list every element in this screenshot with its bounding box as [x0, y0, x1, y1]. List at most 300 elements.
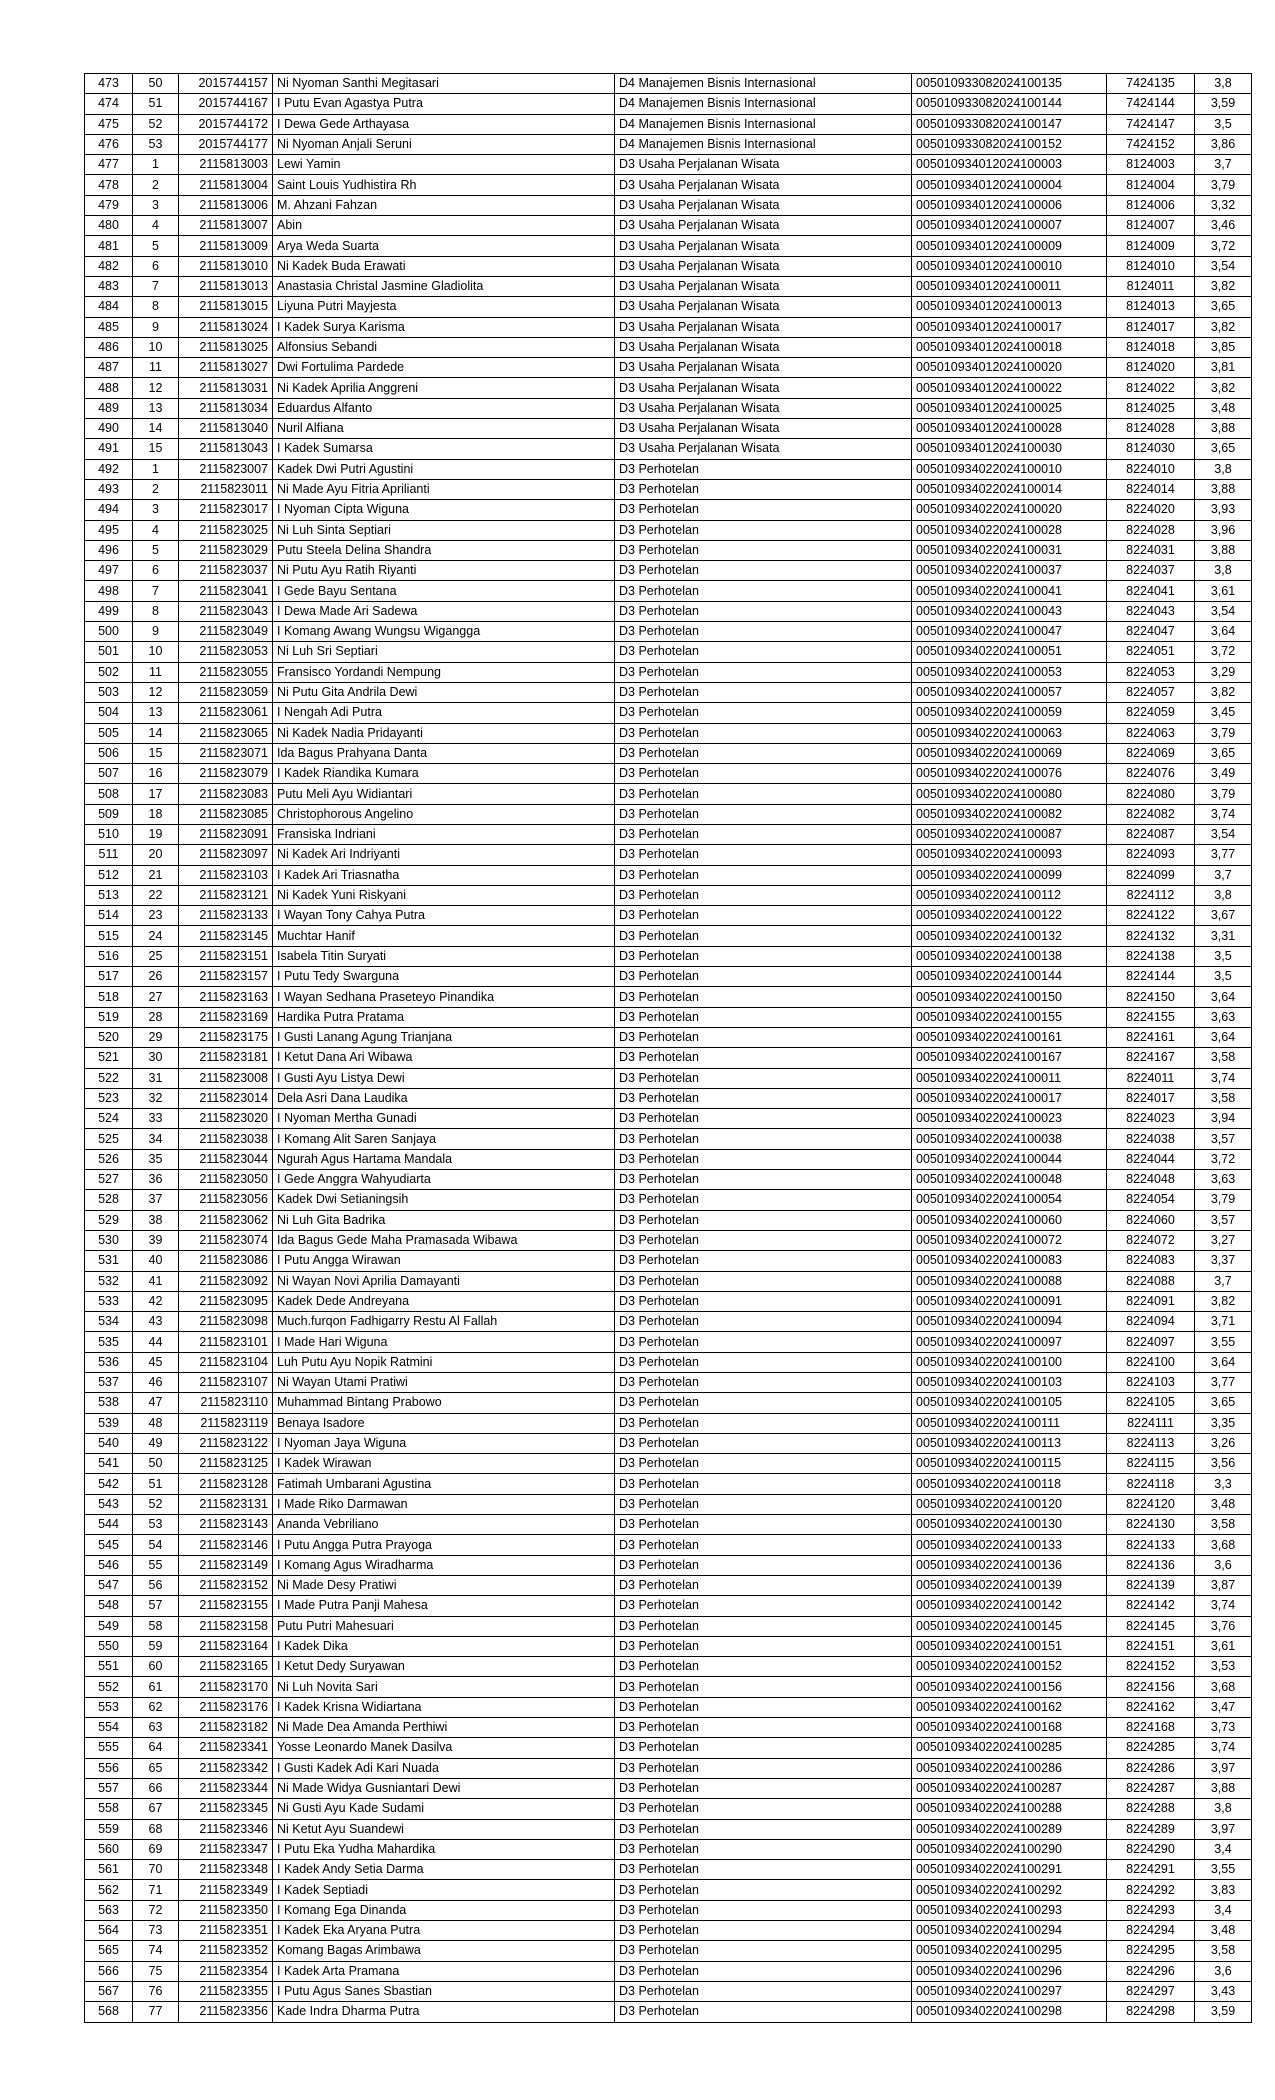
study-program-cell: D3 Perhotelan [615, 764, 912, 784]
study-program-cell: D3 Perhotelan [615, 1636, 912, 1656]
gpa-cell: 3,48 [1195, 1494, 1252, 1514]
student-id-cell: 2115823352 [179, 1941, 273, 1961]
student-name-cell: Ni Putu Ayu Ratih Riyanti [273, 561, 615, 581]
student-name-cell: Kade Indra Dharma Putra [273, 2002, 615, 2022]
student-id-cell: 2115813040 [179, 419, 273, 439]
study-program-cell: D3 Perhotelan [615, 1941, 912, 1961]
certificate-number-cell: 005010934022024100087 [912, 824, 1107, 844]
student-id-cell: 2115813003 [179, 155, 273, 175]
diploma-number-cell: 8224120 [1107, 1494, 1195, 1514]
gpa-cell: 3,8 [1195, 561, 1252, 581]
gpa-cell: 3,68 [1195, 1677, 1252, 1697]
student-id-cell: 2115823128 [179, 1474, 273, 1494]
table-row [85, 1251, 1252, 1271]
diploma-number-cell: 8124007 [1107, 216, 1195, 236]
row-number-cell: 521 [85, 1048, 133, 1068]
study-program-cell: D3 Usaha Perjalanan Wisata [615, 439, 912, 459]
group-number-cell: 2 [133, 479, 179, 499]
row-number-cell: 564 [85, 1921, 133, 1941]
table-row [85, 1555, 1252, 1575]
group-number-cell: 9 [133, 317, 179, 337]
gpa-cell: 3,74 [1195, 1738, 1252, 1758]
diploma-number-cell: 8224037 [1107, 561, 1195, 581]
group-number-cell: 76 [133, 1981, 179, 2001]
certificate-number-cell: 005010934022024100060 [912, 1210, 1107, 1230]
student-id-cell: 2115823065 [179, 723, 273, 743]
certificate-number-cell: 005010934022024100047 [912, 622, 1107, 642]
group-number-cell: 30 [133, 1048, 179, 1068]
diploma-number-cell: 8224142 [1107, 1596, 1195, 1616]
certificate-number-cell: 005010934022024100295 [912, 1941, 1107, 1961]
diploma-number-cell: 8224145 [1107, 1616, 1195, 1636]
gpa-cell: 3,64 [1195, 987, 1252, 1007]
row-number-cell: 565 [85, 1941, 133, 1961]
row-number-cell: 535 [85, 1332, 133, 1352]
certificate-number-cell: 005010934022024100285 [912, 1738, 1107, 1758]
gpa-cell: 3,55 [1195, 1860, 1252, 1880]
table-row [85, 703, 1252, 723]
group-number-cell: 77 [133, 2002, 179, 2022]
student-name-cell: Putu Steela Delina Shandra [273, 540, 615, 560]
group-number-cell: 11 [133, 358, 179, 378]
student-name-cell: I Gede Bayu Sentana [273, 581, 615, 601]
diploma-number-cell: 8224122 [1107, 906, 1195, 926]
student-id-cell: 2115823025 [179, 520, 273, 540]
table-row [85, 885, 1252, 905]
certificate-number-cell: 005010934012024100013 [912, 297, 1107, 317]
group-number-cell: 57 [133, 1596, 179, 1616]
row-number-cell: 547 [85, 1575, 133, 1595]
table-row [85, 1758, 1252, 1778]
student-name-cell: I Kadek Wirawan [273, 1454, 615, 1474]
row-number-cell: 498 [85, 581, 133, 601]
group-number-cell: 1 [133, 155, 179, 175]
gpa-cell: 3,61 [1195, 1636, 1252, 1656]
student-name-cell: Ni Wayan Utami Pratiwi [273, 1373, 615, 1393]
group-number-cell: 17 [133, 784, 179, 804]
student-name-cell: I Wayan Sedhana Praseteyo Pinandika [273, 987, 615, 1007]
certificate-number-cell: 005010934022024100130 [912, 1515, 1107, 1535]
table-row [85, 642, 1252, 662]
certificate-number-cell: 005010934012024100003 [912, 155, 1107, 175]
diploma-number-cell: 8224285 [1107, 1738, 1195, 1758]
row-number-cell: 554 [85, 1718, 133, 1738]
certificate-number-cell: 005010934012024100007 [912, 216, 1107, 236]
student-id-cell: 2115823145 [179, 926, 273, 946]
certificate-number-cell: 005010934022024100294 [912, 1921, 1107, 1941]
certificate-number-cell: 005010934022024100100 [912, 1352, 1107, 1372]
diploma-number-cell: 8224133 [1107, 1535, 1195, 1555]
study-program-cell: D3 Perhotelan [615, 1312, 912, 1332]
student-id-cell: 2115813015 [179, 297, 273, 317]
gpa-cell: 3,85 [1195, 337, 1252, 357]
study-program-cell: D4 Manajemen Bisnis Internasional [615, 74, 912, 94]
gpa-cell: 3,32 [1195, 195, 1252, 215]
gpa-cell: 3,5 [1195, 114, 1252, 134]
certificate-number-cell: 005010934022024100044 [912, 1149, 1107, 1169]
table-row [85, 1312, 1252, 1332]
student-id-cell: 2115813013 [179, 276, 273, 296]
gpa-cell: 3,82 [1195, 317, 1252, 337]
gpa-cell: 3,31 [1195, 926, 1252, 946]
student-id-cell: 2015744157 [179, 74, 273, 94]
certificate-number-cell: 005010934022024100051 [912, 642, 1107, 662]
student-id-cell: 2115823079 [179, 764, 273, 784]
diploma-number-cell: 8224290 [1107, 1839, 1195, 1859]
row-number-cell: 508 [85, 784, 133, 804]
study-program-cell: D3 Perhotelan [615, 1860, 912, 1880]
student-id-cell: 2115823169 [179, 1007, 273, 1027]
student-name-cell: Yosse Leonardo Manek Dasilva [273, 1738, 615, 1758]
table-row [85, 1271, 1252, 1291]
group-number-cell: 32 [133, 1088, 179, 1108]
group-number-cell: 63 [133, 1718, 179, 1738]
table-row [85, 256, 1252, 276]
study-program-cell: D3 Perhotelan [615, 1210, 912, 1230]
diploma-number-cell: 8124009 [1107, 236, 1195, 256]
student-name-cell: Ni Putu Gita Andrila Dewi [273, 682, 615, 702]
study-program-cell: D3 Usaha Perjalanan Wisata [615, 317, 912, 337]
study-program-cell: D3 Usaha Perjalanan Wisata [615, 236, 912, 256]
gpa-cell: 3,55 [1195, 1332, 1252, 1352]
table-row [85, 1474, 1252, 1494]
group-number-cell: 42 [133, 1291, 179, 1311]
student-name-cell: I Kadek Eka Aryana Putra [273, 1921, 615, 1941]
gpa-cell: 3,58 [1195, 1941, 1252, 1961]
diploma-number-cell: 8224054 [1107, 1190, 1195, 1210]
certificate-number-cell: 005010934022024100287 [912, 1778, 1107, 1798]
gpa-cell: 3,7 [1195, 155, 1252, 175]
gpa-cell: 3,65 [1195, 439, 1252, 459]
student-name-cell: Ni Nyoman Santhi Megitasari [273, 74, 615, 94]
gpa-cell: 3,79 [1195, 723, 1252, 743]
table-row [85, 906, 1252, 926]
study-program-cell: D3 Perhotelan [615, 804, 912, 824]
diploma-number-cell: 8224011 [1107, 1068, 1195, 1088]
student-id-cell: 2115823354 [179, 1961, 273, 1981]
student-id-cell: 2115823020 [179, 1109, 273, 1129]
study-program-cell: D3 Usaha Perjalanan Wisata [615, 337, 912, 357]
student-id-cell: 2115823107 [179, 1373, 273, 1393]
row-number-cell: 542 [85, 1474, 133, 1494]
study-program-cell: D3 Perhotelan [615, 1819, 912, 1839]
certificate-number-cell: 005010934022024100059 [912, 703, 1107, 723]
group-number-cell: 52 [133, 114, 179, 134]
table-row [85, 1210, 1252, 1230]
gpa-cell: 3,45 [1195, 703, 1252, 723]
diploma-number-cell: 8224298 [1107, 2002, 1195, 2022]
certificate-number-cell: 005010934022024100023 [912, 1109, 1107, 1129]
study-program-cell: D3 Perhotelan [615, 1291, 912, 1311]
study-program-cell: D4 Manajemen Bisnis Internasional [615, 114, 912, 134]
study-program-cell: D3 Perhotelan [615, 1657, 912, 1677]
student-name-cell: Ni Ketut Ayu Suandewi [273, 1819, 615, 1839]
student-id-cell: 2115823151 [179, 946, 273, 966]
table-row [85, 1900, 1252, 1920]
gpa-cell: 3,48 [1195, 1921, 1252, 1941]
student-name-cell: Ni Made Dea Amanda Perthiwi [273, 1718, 615, 1738]
study-program-cell: D3 Perhotelan [615, 581, 912, 601]
table-row [85, 1109, 1252, 1129]
student-id-cell: 2115823149 [179, 1555, 273, 1575]
group-number-cell: 13 [133, 703, 179, 723]
study-program-cell: D3 Perhotelan [615, 1129, 912, 1149]
gpa-cell: 3,88 [1195, 540, 1252, 560]
student-id-cell: 2115823041 [179, 581, 273, 601]
study-program-cell: D3 Perhotelan [615, 845, 912, 865]
certificate-number-cell: 005010934012024100017 [912, 317, 1107, 337]
row-number-cell: 485 [85, 317, 133, 337]
diploma-number-cell: 8224294 [1107, 1921, 1195, 1941]
student-name-cell: I Kadek Andy Setia Darma [273, 1860, 615, 1880]
certificate-number-cell: 005010934022024100290 [912, 1839, 1107, 1859]
table-row [85, 784, 1252, 804]
student-name-cell: I Made Hari Wiguna [273, 1332, 615, 1352]
group-number-cell: 7 [133, 276, 179, 296]
student-name-cell: I Dewa Gede Arthayasa [273, 114, 615, 134]
student-name-cell: Luh Putu Ayu Nopik Ratmini [273, 1352, 615, 1372]
gpa-cell: 3,63 [1195, 1007, 1252, 1027]
group-number-cell: 64 [133, 1738, 179, 1758]
student-name-cell: I Ketut Dana Ari Wibawa [273, 1048, 615, 1068]
study-program-cell: D3 Perhotelan [615, 1555, 912, 1575]
diploma-number-cell: 8224111 [1107, 1413, 1195, 1433]
diploma-number-cell: 8224156 [1107, 1677, 1195, 1697]
gpa-cell: 3,48 [1195, 398, 1252, 418]
gpa-cell: 3,8 [1195, 459, 1252, 479]
row-number-cell: 525 [85, 1129, 133, 1149]
row-number-cell: 558 [85, 1799, 133, 1819]
student-name-cell: I Nyoman Cipta Wiguna [273, 500, 615, 520]
study-program-cell: D3 Perhotelan [615, 1738, 912, 1758]
student-id-cell: 2115813027 [179, 358, 273, 378]
table-row [85, 946, 1252, 966]
gpa-cell: 3,58 [1195, 1088, 1252, 1108]
student-name-cell: Arya Weda Suarta [273, 236, 615, 256]
diploma-number-cell: 8224076 [1107, 764, 1195, 784]
student-name-cell: Ni Kadek Buda Erawati [273, 256, 615, 276]
row-number-cell: 543 [85, 1494, 133, 1514]
student-id-cell: 2115823091 [179, 824, 273, 844]
table-row [85, 500, 1252, 520]
row-number-cell: 510 [85, 824, 133, 844]
row-number-cell: 555 [85, 1738, 133, 1758]
table-row [85, 865, 1252, 885]
group-number-cell: 53 [133, 134, 179, 154]
row-number-cell: 484 [85, 297, 133, 317]
student-name-cell: I Kadek Riandika Kumara [273, 764, 615, 784]
table-row [85, 419, 1252, 439]
certificate-number-cell: 005010934022024100112 [912, 885, 1107, 905]
gpa-cell: 3,54 [1195, 601, 1252, 621]
certificate-number-cell: 005010934022024100297 [912, 1981, 1107, 2001]
gpa-cell: 3,72 [1195, 236, 1252, 256]
student-name-cell: I Gusti Kadek Adi Kari Nuada [273, 1758, 615, 1778]
study-program-cell: D3 Perhotelan [615, 1596, 912, 1616]
certificate-number-cell: 005010934022024100122 [912, 906, 1107, 926]
gpa-cell: 3,65 [1195, 1393, 1252, 1413]
table-row [85, 1981, 1252, 2001]
study-program-cell: D3 Perhotelan [615, 459, 912, 479]
certificate-number-cell: 005010934022024100142 [912, 1596, 1107, 1616]
student-name-cell: I Putu Angga Wirawan [273, 1251, 615, 1271]
study-program-cell: D3 Perhotelan [615, 1332, 912, 1352]
diploma-number-cell: 8224031 [1107, 540, 1195, 560]
row-number-cell: 518 [85, 987, 133, 1007]
student-id-cell: 2115823011 [179, 479, 273, 499]
row-number-cell: 477 [85, 155, 133, 175]
study-program-cell: D3 Perhotelan [615, 1251, 912, 1271]
graduate-table-body [85, 74, 1252, 2023]
diploma-number-cell: 8224287 [1107, 1778, 1195, 1798]
student-name-cell: Isabela Titin Suryati [273, 946, 615, 966]
table-row [85, 926, 1252, 946]
group-number-cell: 5 [133, 540, 179, 560]
student-id-cell: 2115823061 [179, 703, 273, 723]
gpa-cell: 3,7 [1195, 865, 1252, 885]
student-id-cell: 2115823055 [179, 662, 273, 682]
table-row [85, 479, 1252, 499]
gpa-cell: 3,82 [1195, 682, 1252, 702]
group-number-cell: 12 [133, 378, 179, 398]
study-program-cell: D3 Perhotelan [615, 1575, 912, 1595]
study-program-cell: D4 Manajemen Bisnis Internasional [615, 134, 912, 154]
diploma-number-cell: 8224091 [1107, 1291, 1195, 1311]
row-number-cell: 473 [85, 74, 133, 94]
study-program-cell: D3 Perhotelan [615, 479, 912, 499]
gpa-cell: 3,57 [1195, 1129, 1252, 1149]
table-row [85, 804, 1252, 824]
certificate-number-cell: 005010934022024100291 [912, 1860, 1107, 1880]
group-number-cell: 29 [133, 1027, 179, 1047]
study-program-cell: D3 Usaha Perjalanan Wisata [615, 195, 912, 215]
group-number-cell: 5 [133, 236, 179, 256]
table-row [85, 1393, 1252, 1413]
gpa-cell: 3,65 [1195, 743, 1252, 763]
gpa-cell: 3,83 [1195, 1880, 1252, 1900]
row-number-cell: 493 [85, 479, 133, 499]
student-id-cell: 2115823348 [179, 1860, 273, 1880]
student-id-cell: 2115823103 [179, 865, 273, 885]
gpa-cell: 3,74 [1195, 804, 1252, 824]
gpa-cell: 3,64 [1195, 1027, 1252, 1047]
study-program-cell: D3 Usaha Perjalanan Wisata [615, 155, 912, 175]
group-number-cell: 24 [133, 926, 179, 946]
certificate-number-cell: 005010934022024100103 [912, 1373, 1107, 1393]
group-number-cell: 3 [133, 195, 179, 215]
group-number-cell: 31 [133, 1068, 179, 1088]
study-program-cell: D3 Perhotelan [615, 906, 912, 926]
table-row [85, 1088, 1252, 1108]
group-number-cell: 61 [133, 1677, 179, 1697]
study-program-cell: D3 Perhotelan [615, 703, 912, 723]
table-row [85, 175, 1252, 195]
group-number-cell: 52 [133, 1494, 179, 1514]
certificate-number-cell: 005010934022024100138 [912, 946, 1107, 966]
group-number-cell: 55 [133, 1555, 179, 1575]
diploma-number-cell: 8224100 [1107, 1352, 1195, 1372]
table-row [85, 1839, 1252, 1859]
student-id-cell: 2115823044 [179, 1149, 273, 1169]
student-id-cell: 2115823157 [179, 967, 273, 987]
row-number-cell: 499 [85, 601, 133, 621]
row-number-cell: 557 [85, 1778, 133, 1798]
student-id-cell: 2115823071 [179, 743, 273, 763]
row-number-cell: 541 [85, 1454, 133, 1474]
group-number-cell: 3 [133, 500, 179, 520]
study-program-cell: D3 Perhotelan [615, 1616, 912, 1636]
study-program-cell: D3 Perhotelan [615, 682, 912, 702]
certificate-number-cell: 005010934012024100010 [912, 256, 1107, 276]
student-name-cell: Ananda Vebriliano [273, 1515, 615, 1535]
diploma-number-cell: 8224288 [1107, 1799, 1195, 1819]
gpa-cell: 3,59 [1195, 2002, 1252, 2022]
row-number-cell: 532 [85, 1271, 133, 1291]
study-program-cell: D3 Usaha Perjalanan Wisata [615, 276, 912, 296]
diploma-number-cell: 8224113 [1107, 1433, 1195, 1453]
group-number-cell: 6 [133, 256, 179, 276]
study-program-cell: D3 Perhotelan [615, 1515, 912, 1535]
gpa-cell: 3,27 [1195, 1230, 1252, 1250]
group-number-cell: 39 [133, 1230, 179, 1250]
table-row [85, 216, 1252, 236]
student-name-cell: Ni Nyoman Anjali Seruni [273, 134, 615, 154]
group-number-cell: 35 [133, 1149, 179, 1169]
group-number-cell: 33 [133, 1109, 179, 1129]
row-number-cell: 512 [85, 865, 133, 885]
row-number-cell: 560 [85, 1839, 133, 1859]
certificate-number-cell: 005010934022024100014 [912, 479, 1107, 499]
student-id-cell: 2115823181 [179, 1048, 273, 1068]
diploma-number-cell: 8224094 [1107, 1312, 1195, 1332]
student-name-cell: Ni Made Ayu Fitria Aprilianti [273, 479, 615, 499]
diploma-number-cell: 8224286 [1107, 1758, 1195, 1778]
row-number-cell: 495 [85, 520, 133, 540]
student-id-cell: 2115823119 [179, 1413, 273, 1433]
gpa-cell: 3,73 [1195, 1718, 1252, 1738]
diploma-number-cell: 8224130 [1107, 1515, 1195, 1535]
table-row [85, 1738, 1252, 1758]
student-name-cell: Ni Wayan Novi Aprilia Damayanti [273, 1271, 615, 1291]
gpa-cell: 3,8 [1195, 885, 1252, 905]
student-name-cell: Christophorous Angelino [273, 804, 615, 824]
group-number-cell: 71 [133, 1880, 179, 1900]
table-row [85, 398, 1252, 418]
student-name-cell: Ida Bagus Prahyana Danta [273, 743, 615, 763]
student-name-cell: I Putu Evan Agastya Putra [273, 94, 615, 114]
certificate-number-cell: 005010934022024100038 [912, 1129, 1107, 1149]
certificate-number-cell: 005010934022024100111 [912, 1413, 1107, 1433]
certificate-number-cell: 005010934022024100115 [912, 1454, 1107, 1474]
diploma-number-cell: 8224069 [1107, 743, 1195, 763]
student-id-cell: 2115823165 [179, 1657, 273, 1677]
group-number-cell: 43 [133, 1312, 179, 1332]
student-name-cell: I Nyoman Jaya Wiguna [273, 1433, 615, 1453]
certificate-number-cell: 005010934022024100139 [912, 1575, 1107, 1595]
study-program-cell: D3 Perhotelan [615, 1027, 912, 1047]
gpa-cell: 3,58 [1195, 1048, 1252, 1068]
student-id-cell: 2115823342 [179, 1758, 273, 1778]
study-program-cell: D3 Perhotelan [615, 622, 912, 642]
student-name-cell: Kadek Dede Andreyana [273, 1291, 615, 1311]
gpa-cell: 3,49 [1195, 764, 1252, 784]
student-id-cell: 2115823164 [179, 1636, 273, 1656]
table-row [85, 845, 1252, 865]
group-number-cell: 4 [133, 520, 179, 540]
certificate-number-cell: 005010934022024100054 [912, 1190, 1107, 1210]
student-id-cell: 2115813034 [179, 398, 273, 418]
gpa-cell: 3,68 [1195, 1535, 1252, 1555]
